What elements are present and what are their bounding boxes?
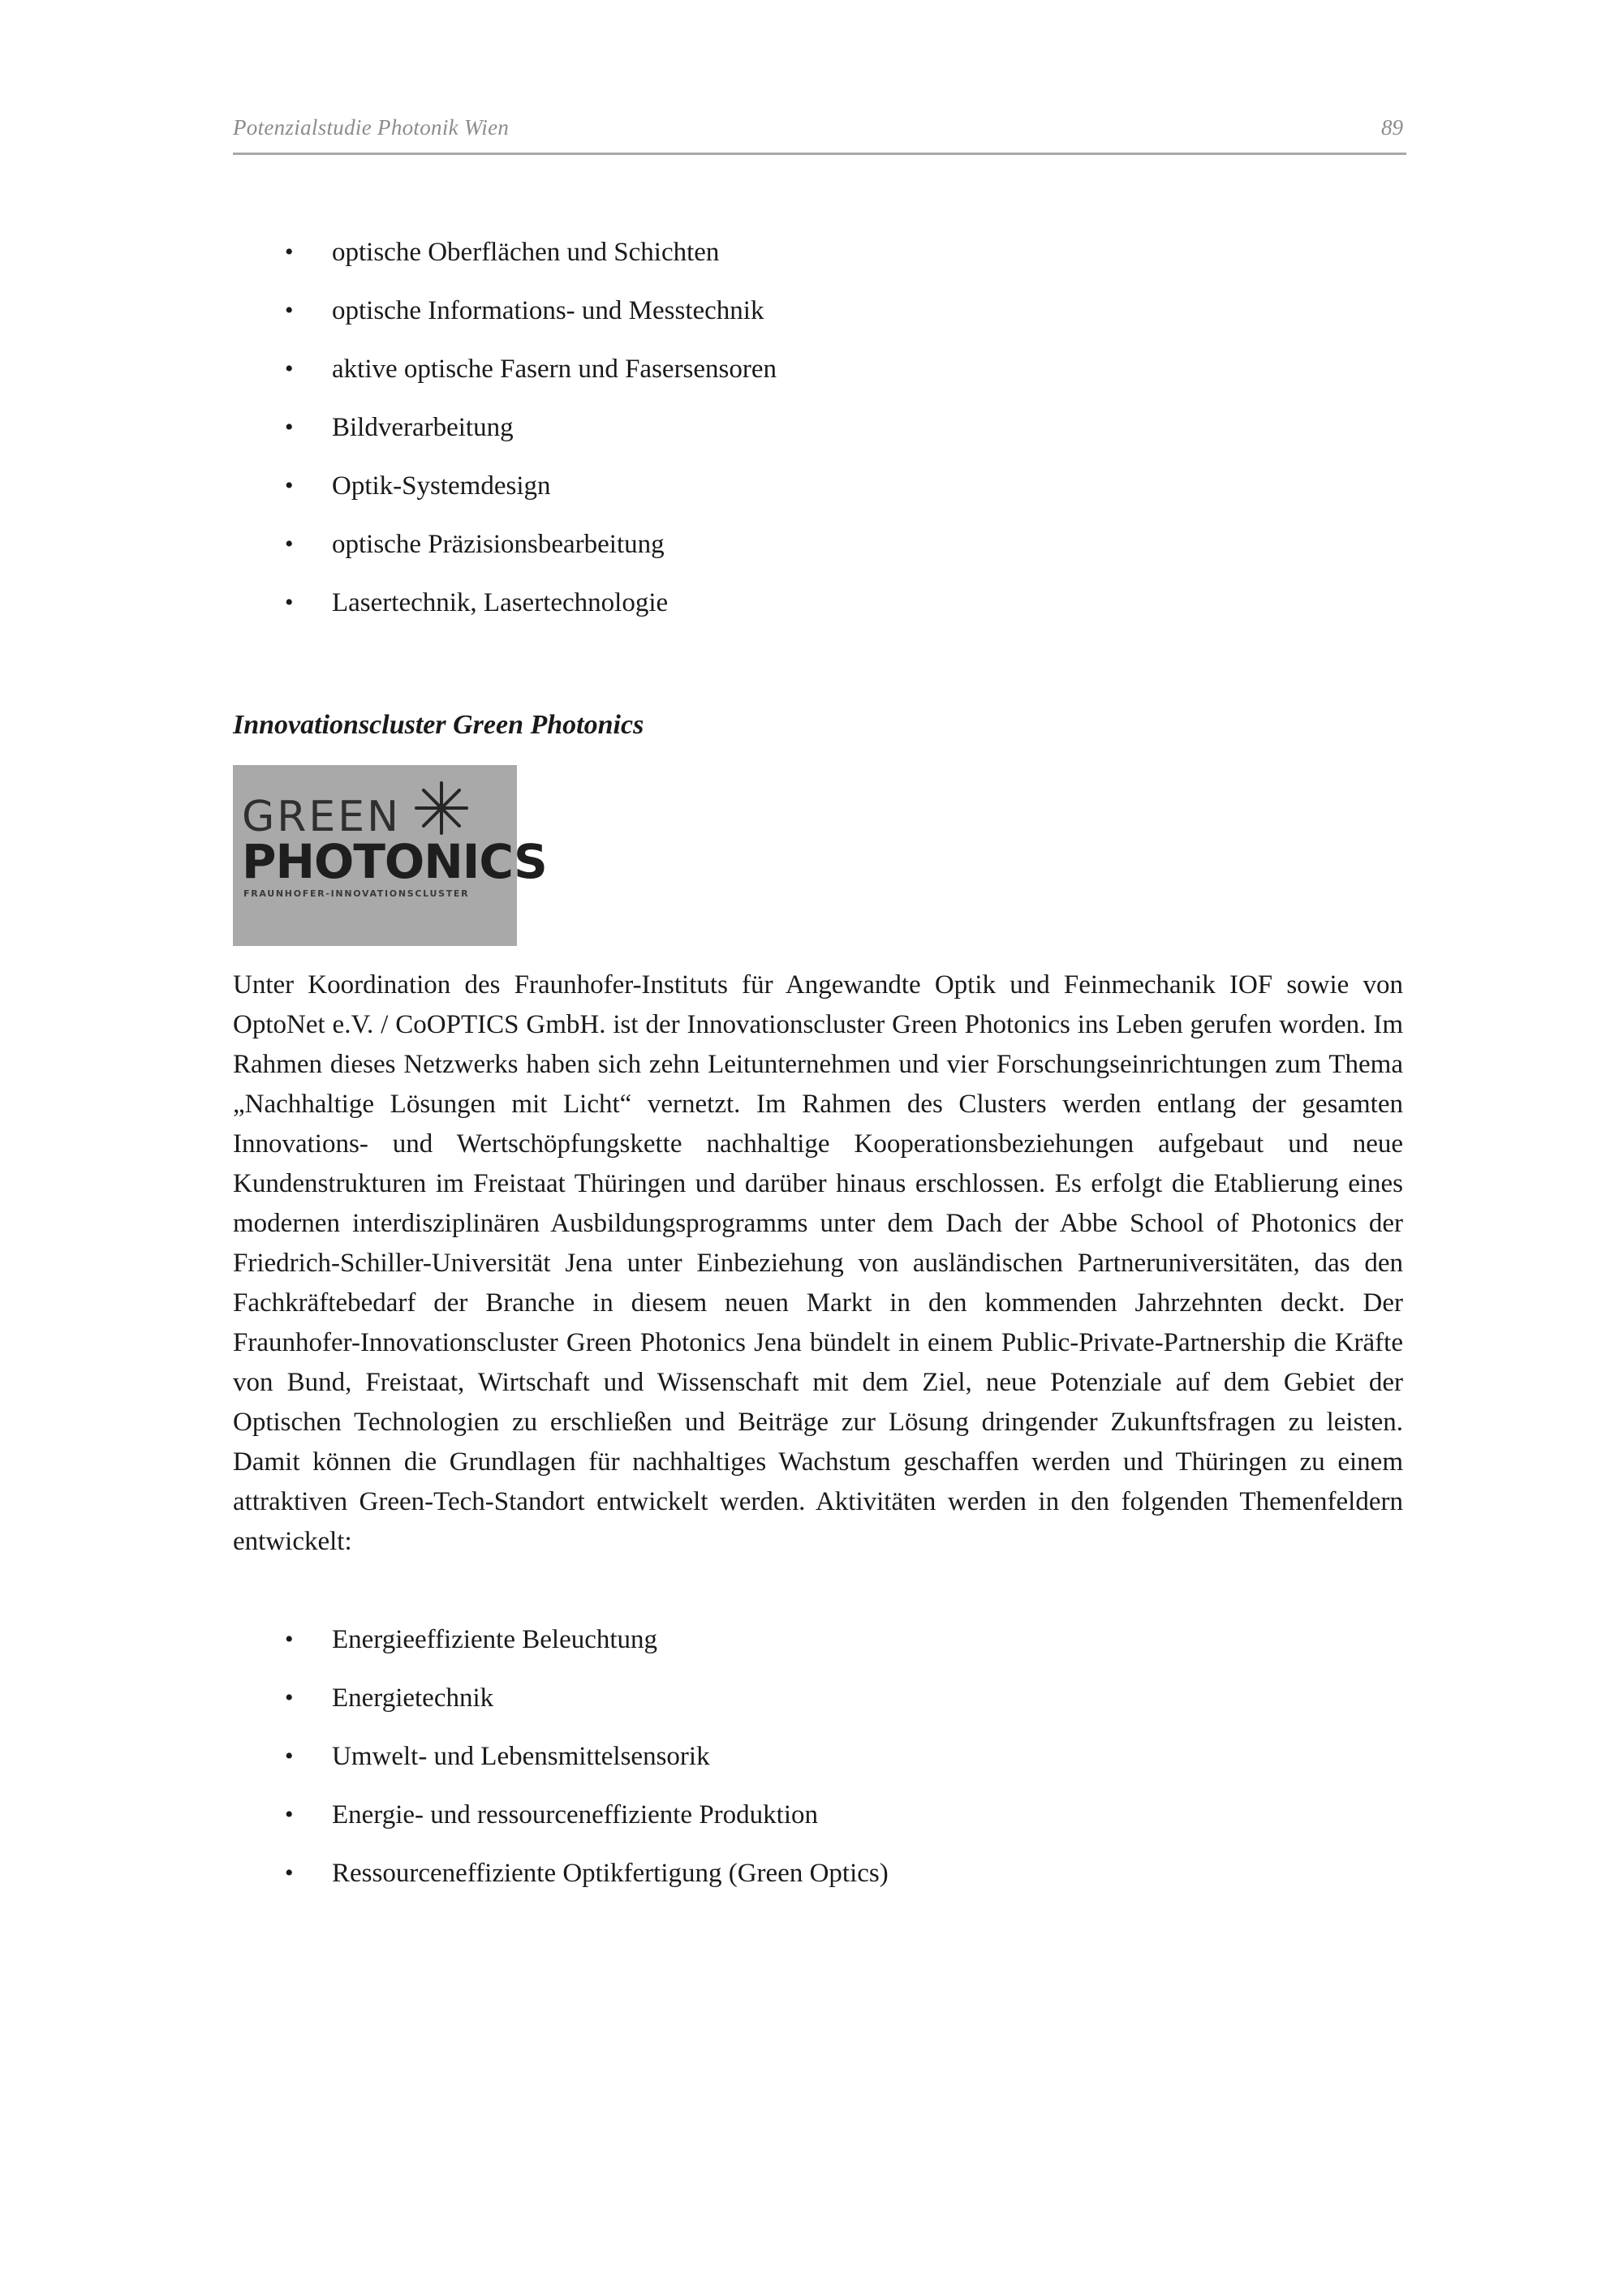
list-item-text: optische Präzisionsbearbeitung: [332, 530, 665, 559]
list-item-text: Energietechnik: [332, 1683, 494, 1713]
green-photonics-logo: [233, 765, 547, 946]
bullet-icon: •: [285, 1801, 294, 1828]
list-item-text: optische Informations- und Messtechnik: [332, 296, 764, 325]
list-item: [233, 234, 777, 293]
running-title: Potenzialstudie Photonik Wien: [233, 115, 510, 140]
list-item: [233, 1797, 889, 1855]
list-item-text: Bildverarbeitung: [332, 413, 514, 442]
list-item: [233, 1855, 889, 1914]
page-number: 89: [1381, 115, 1403, 140]
list-item: [233, 1622, 889, 1680]
logo-text-photonics: PHOTONICS: [242, 834, 547, 889]
list-item: [233, 293, 777, 351]
list-item: [233, 1739, 889, 1797]
bullet-icon: •: [285, 531, 294, 557]
list-item-text: Optik-Systemdesign: [332, 471, 551, 501]
bullet-list-topics: [233, 1622, 889, 1914]
running-header: [233, 114, 1406, 155]
logo-text-subtitle: FRAUNHOFER-INNOVATIONSCLUSTER: [243, 888, 470, 899]
list-item: [233, 468, 777, 527]
bullet-icon: •: [285, 1743, 294, 1769]
bullet-icon: •: [285, 472, 294, 499]
bullet-icon: •: [285, 589, 294, 616]
starburst-icon: [413, 780, 470, 836]
list-item-text: optische Oberflächen und Schichten: [332, 238, 720, 267]
bullet-icon: •: [285, 239, 294, 265]
body-paragraph: Unter Koordination des Fraunhofer-Instituts für Angewandte Optik und Feinmechanik IOF sowie von OptoNet e.V. / CoOPTICS GmbH. ist der Innovationscluster Green Photonics ins Leben gerufen worden. Im Rahmen dieses Netzwerks haben sich zehn Leitunternehmen und vier Forschungseinrichtungen zum Thema „Nachhaltige Lösungen mit Licht“ vernetzt. Im Rahmen des Clusters werden entlang der gesamten Innovations- und Wertschöpfungskette nachhaltige Kooperationsbeziehungen aufgebaut und neue Kundenstrukturen im Freistaat Thüringen und darüber hinaus erschlossen. Es erfolgt die Etablierung eines modernen interdisziplinären Ausbildungsprogramms unter dem Dach der Abbe School of Photonics der Friedrich-Schiller-Universität Jena unter Einbeziehung von ausländischen Partneruniversitäten, das den Fachkräftebedarf der Branche in diesem neuen Markt in den kommenden Jahrzehnten deckt. Der Fraunhofer-Innovationscluster Green Photonics Jena bündelt in einem Public-Private-Partnership die Kräfte von Bund, Freistaat, Wirtschaft und Wissenschaft mit dem Ziel, neue Potenziale auf dem Gebiet der Optischen Technologien zu erschließen und Beiträge zur Lösung dringender Zukunftsfragen zu leisten. Damit können die Grundlagen für nachhaltiges Wachstum geschaffen werden und Thüringen zu einem attraktiven Green-Tech-Standort entwickelt werden. Aktivitäten werden in den folgenden Themenfeldern entwickelt:: [233, 970, 1403, 1556]
list-item-text: Umwelt- und Lebensmittelsensorik: [332, 1742, 710, 1771]
list-item: [233, 585, 777, 643]
bullet-icon: •: [285, 1626, 294, 1653]
list-item-text: aktive optische Fasern und Fasersensoren: [332, 355, 777, 384]
bullet-icon: •: [285, 355, 294, 382]
list-item: [233, 351, 777, 410]
bullet-icon: •: [285, 414, 294, 441]
bullet-icon: •: [285, 297, 294, 324]
list-item: [233, 1680, 889, 1739]
list-item-text: Ressourceneffiziente Optikfertigung (Green Optics): [332, 1859, 889, 1888]
list-item-text: Energieeffiziente Beleuchtung: [332, 1625, 658, 1654]
bullet-icon: •: [285, 1860, 294, 1886]
list-item-text: Lasertechnik, Lasertechnologie: [332, 588, 669, 617]
bullet-list-technologies: [233, 234, 777, 643]
list-item-text: Energie- und ressourceneffiziente Produktion: [332, 1800, 819, 1829]
section-heading: Innovationscluster Green Photonics: [233, 710, 644, 740]
bullet-icon: •: [285, 1684, 294, 1711]
logo-text-green: GREEN: [242, 793, 402, 841]
list-item: [233, 527, 777, 585]
list-item: [233, 410, 777, 468]
